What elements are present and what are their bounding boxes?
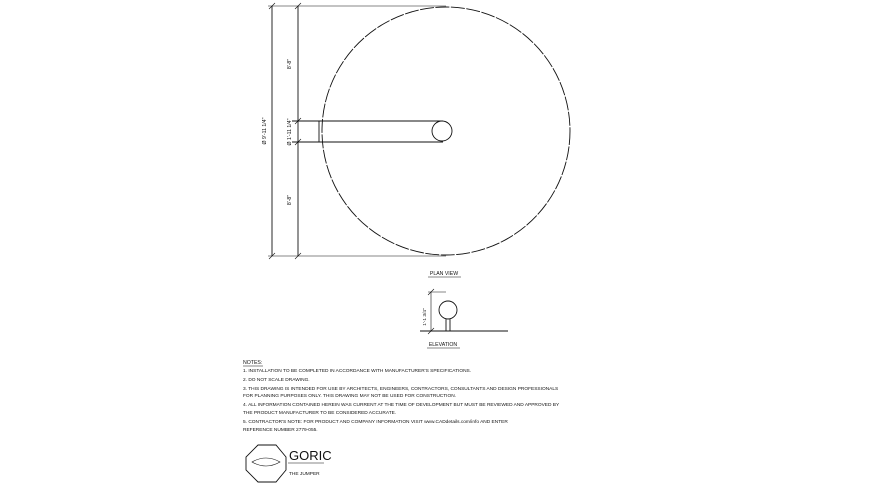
dim-overall: Ø 9'-11 1/4"	[262, 117, 268, 145]
dim-bottom: 8'-8"	[287, 194, 293, 206]
note-line: 5. CONTRACTOR'S NOTE: FOR PRODUCT AND COMPANY INFORMATION VISIT www.CADdetails.com/info AND ENTER	[243, 420, 508, 425]
plan-view-label: PLAN VIEW	[429, 271, 459, 277]
dim-height: 1'-1 3/4"	[423, 308, 428, 326]
note-line: FOR PLANNING PURPOSES ONLY. THIS DRAWING MAY NOT BE USED FOR CONSTRUCTION.	[243, 394, 457, 399]
product-name: THE JUMPER	[289, 472, 320, 477]
note-line: 1. INSTALLATION TO BE COMPLETED IN ACCORDANCE WITH MANUFACTURER'S SPECIFICATIONS.	[243, 369, 472, 374]
ball-seat	[439, 301, 457, 319]
dim-mid: Ø 1'-11 1/4"	[287, 118, 293, 146]
notes-block	[243, 360, 560, 433]
elevation-view	[420, 289, 508, 348]
note-line: 4. ALL INFORMATION CONTAINED HEREIN WAS CURRENT AT THE TIME OF DEVELOPMENT BUT MUST BE REVIEWED AND APPROVED BY	[243, 403, 560, 408]
brand-name: GORIC	[289, 448, 332, 463]
note-line: 3. THIS DRAWING IS INTENDED FOR USE BY ARCHITECTS, ENGINEERS, CONTRACTORS, CONSULTANTS AND DESIGN PROFESSIONALS	[243, 387, 559, 392]
title-block	[246, 445, 332, 482]
brand-logo-mark	[252, 458, 280, 466]
notes-heading: NOTES:	[243, 360, 263, 366]
post-circle-plan	[432, 121, 452, 141]
note-line: THE PRODUCT MANUFACTURER TO BE CONSIDERED ACCURATE.	[243, 411, 397, 416]
note-line: 2. DO NOT SCALE DRAWING.	[243, 378, 310, 383]
dim-top: 8'-8"	[287, 58, 293, 70]
note-line: REFERENCE NUMBER 2779-055.	[243, 428, 318, 433]
plan-view	[262, 3, 570, 277]
elevation-label: ELEVATION	[428, 342, 458, 348]
brand-logo	[246, 445, 286, 482]
footprint-circle	[322, 7, 570, 255]
